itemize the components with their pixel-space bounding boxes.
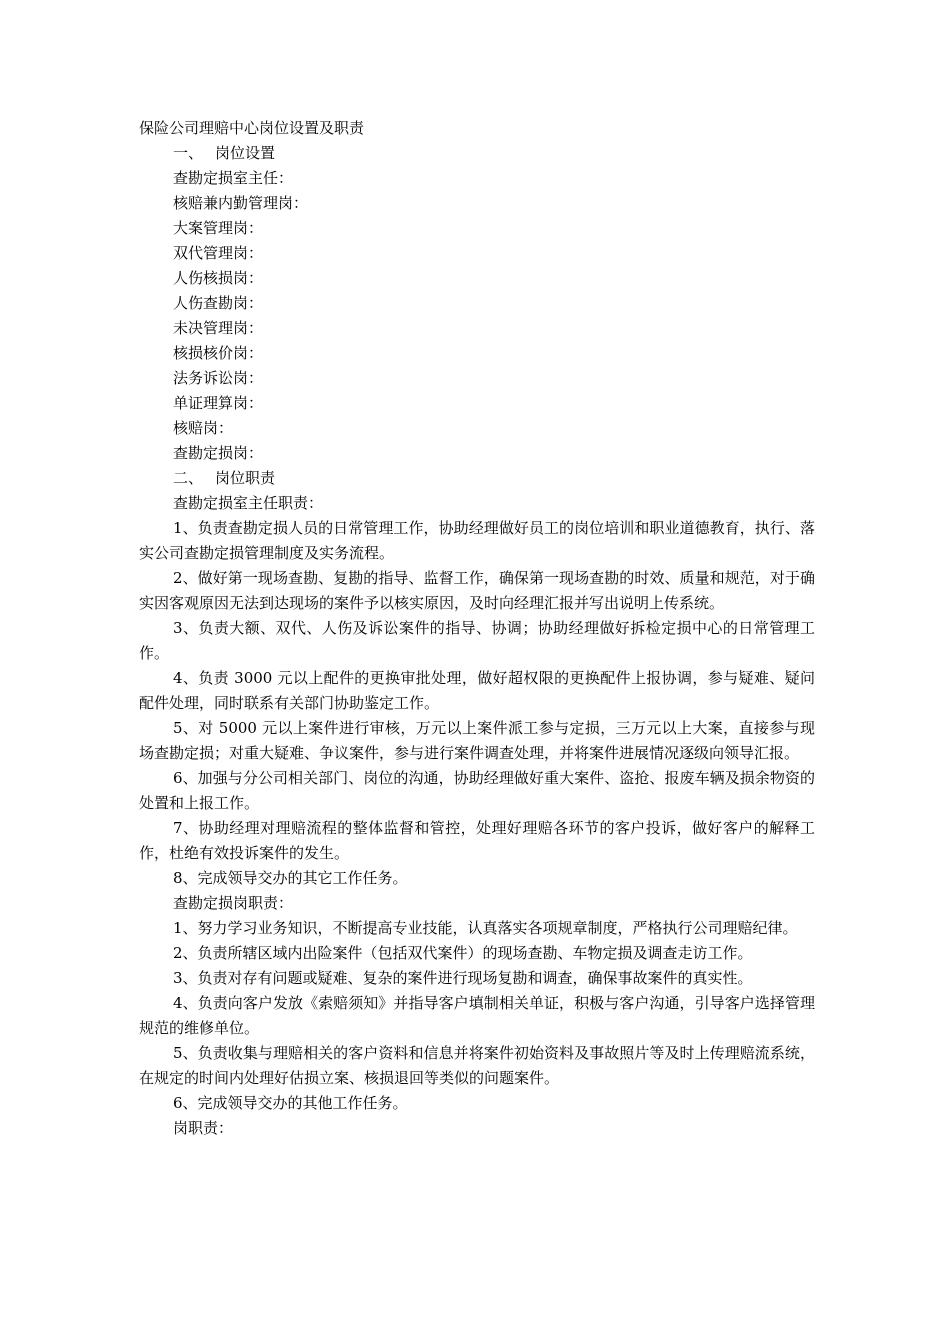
document-title: 保险公司理赔中心岗位设置及职责 — [139, 119, 365, 137]
duty-paragraph: 1、努力学习业务知识，不断提高专业技能，认真落实各项规章制度，严格执行公司理赔纪律。 — [173, 919, 798, 937]
director-duties-heading: 查勘定损室主任职责： — [173, 494, 324, 512]
section-number: 一、 — [173, 144, 204, 162]
position-item: 核损核价岗： — [173, 344, 264, 362]
duty-paragraph: 7、协助经理对理赔流程的整体监督和管控，处理好理赔各环节的客户投诉，做好客户的解释工作，杜绝有效投诉案件的发生。 — [139, 819, 815, 862]
section-heading-2 — [139, 466, 815, 491]
duty-paragraph: 6、完成领导交办的其他工作任务。 — [173, 1094, 408, 1112]
section-number: 二、 — [173, 469, 204, 487]
section-label: 岗位设置 — [215, 144, 276, 162]
duty-paragraph: 3、负责对存有问题或疑难、复杂的案件进行现场复勘和调查，确保事故案件的真实性。 — [173, 969, 753, 987]
section-heading-1 — [139, 141, 815, 166]
document-body — [139, 116, 815, 1141]
duty-paragraph: 2、做好第一现场查勘、复勘的指导、监督工作，确保第一现场查勘的时效、质量和规范，对于确实因客观原因无法到达现场的案件予以核实原因，及时向经理汇报并写出说明上传系统。 — [139, 569, 815, 612]
position-item: 未决管理岗： — [173, 319, 264, 337]
position-item: 核赔兼内勤管理岗： — [173, 194, 309, 212]
duty-paragraph: 1、负责查勘定损人员的日常管理工作，协助经理做好员工的岗位培训和职业道德教育，执行、落实公司查勘定损管理制度及实务流程。 — [139, 519, 815, 562]
duty-paragraph: 5、负责收集与理赔相关的客户资料和信息并将案件初始资料及事故照片等及时上传理赔流系统，在规定的时间内处理好估损立案、核损退回等类似的问题案件。 — [139, 1044, 815, 1087]
duty-paragraph: 3、负责大额、双代、人伤及诉讼案件的指导、协调；协助经理做好拆检定损中心的日常管理工作。 — [139, 619, 815, 662]
position-item: 查勘定损室主任： — [173, 169, 294, 187]
position-item: 人伤核损岗： — [173, 269, 264, 287]
surveyor-duty-list — [139, 916, 815, 1116]
duty-paragraph: 5、对 5000 元以上案件进行审核，万元以上案件派工参与定损，三万元以上大案，直接参与现场查勘定损；对重大疑难、争议案件，参与进行案件调查处理，并将案件进展情况逐级向领导汇报。 — [139, 719, 815, 762]
position-item: 大案管理岗： — [173, 219, 264, 237]
position-item: 单证理算岗： — [173, 394, 264, 412]
duty-paragraph: 2、负责所辖区域内出险案件（包括双代案件）的现场查勘、车物定损及调查走访工作。 — [173, 944, 753, 962]
position-item: 人伤查勘岗： — [173, 294, 264, 312]
duty-paragraph: 6、加强与分公司相关部门、岗位的沟通，协助经理做好重大案件、盗抢、报废车辆及损余物资的处置和上报工作。 — [139, 769, 815, 812]
post-duties-heading: 岗职责： — [173, 1119, 234, 1137]
position-item: 法务诉讼岗： — [173, 369, 264, 387]
position-list — [139, 166, 815, 466]
duty-paragraph: 4、负责 3000 元以上配件的更换审批处理，做好超权限的更换配件上报协调，参与疑难、疑问配件处理，同时联系有关部门协助鉴定工作。 — [139, 669, 815, 712]
section-label: 岗位职责 — [215, 469, 276, 487]
surveyor-duties-heading: 查勘定损岗职责： — [173, 894, 294, 912]
position-item: 核赔岗： — [173, 419, 234, 437]
position-item: 查勘定损岗： — [173, 444, 264, 462]
duty-paragraph: 8、完成领导交办的其它工作任务。 — [173, 869, 408, 887]
duty-paragraph: 4、负责向客户发放《索赔须知》并指导客户填制相关单证，积极与客户沟通，引导客户选择管理规范的维修单位。 — [139, 994, 815, 1037]
director-duty-list — [139, 516, 815, 891]
position-item: 双代管理岗： — [173, 244, 264, 262]
